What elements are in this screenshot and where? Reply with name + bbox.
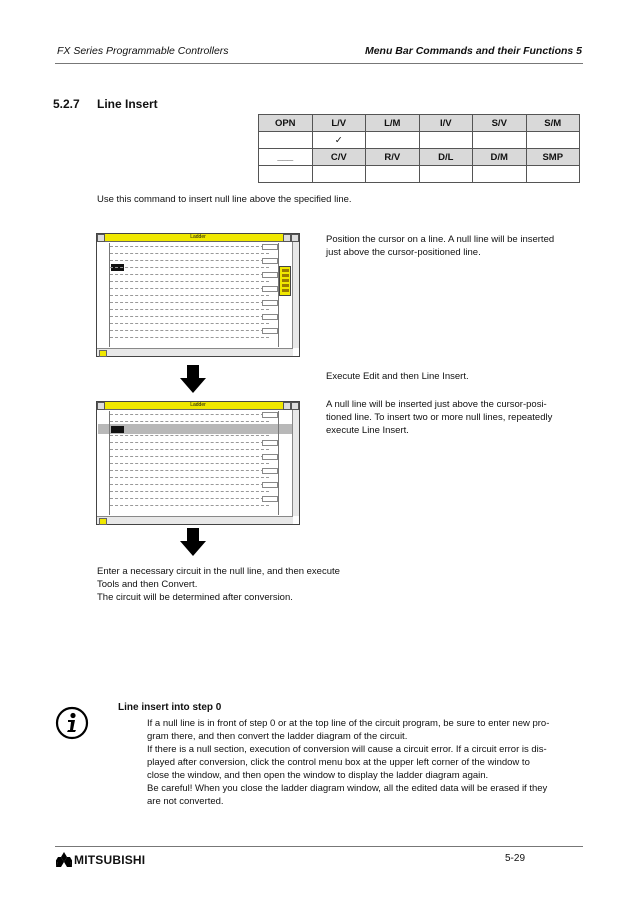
cmd-cell: D/L <box>419 149 473 166</box>
ladder-window-before <box>96 233 300 357</box>
cmd-cell-blank: ___ <box>259 149 313 166</box>
cmd-cell <box>366 166 420 183</box>
ladder-rung <box>110 421 269 422</box>
ladder-rung <box>110 302 269 303</box>
cmd-cell <box>473 166 527 183</box>
cmd-cell <box>419 166 473 183</box>
tool-palette[interactable] <box>279 266 291 296</box>
ladder-rung <box>110 274 269 275</box>
cmd-cell: OPN <box>259 115 313 132</box>
window-title: Ladder <box>190 234 206 240</box>
header-right: Menu Bar Commands and their Functions 5 <box>364 45 582 57</box>
cmd-cell <box>312 166 366 183</box>
window-title: Ladder <box>190 402 206 408</box>
footer-rule <box>55 846 583 847</box>
ladder-rung <box>110 337 269 338</box>
section-title: Line Insert <box>97 97 158 111</box>
ladder-rung <box>110 309 269 310</box>
header-rule <box>55 63 583 64</box>
cmd-cell: SMP <box>526 149 580 166</box>
check-mark-icon: ✓ <box>312 132 366 149</box>
ladder-rung <box>110 330 269 331</box>
mitsubishi-logo-icon <box>56 852 72 867</box>
ladder-rung <box>110 316 269 317</box>
ladder-rung <box>110 498 269 499</box>
cmd-cell: R/V <box>366 149 420 166</box>
coil-box <box>262 412 278 418</box>
intro-text: Use this command to insert null line above the specified line. <box>97 194 352 205</box>
cmd-cell <box>259 166 313 183</box>
step1-line1: Position the cursor on a line. A null line will be inserted <box>326 234 555 245</box>
cursor-block <box>111 426 124 433</box>
command-table-mark-row-2 <box>259 166 580 183</box>
note-line: Be careful! When you close the ladder diagram window, all the edited data will be erased if they <box>147 783 548 794</box>
vertical-scrollbar[interactable] <box>292 242 299 348</box>
brand-name: MITSUBISHI <box>74 853 146 867</box>
step4-line1: Enter a necessary circuit in the null line, and then execute <box>97 566 340 577</box>
null-line-highlight <box>98 424 292 434</box>
ladder-rung <box>110 505 269 506</box>
command-table-header-row-2 <box>259 149 580 166</box>
control-menu-box[interactable] <box>97 234 105 242</box>
coil-box <box>262 440 278 446</box>
coil-box <box>262 468 278 474</box>
maximize-button[interactable] <box>291 402 299 410</box>
coil-box <box>262 482 278 488</box>
ladder-rung <box>110 484 269 485</box>
ladder-rung <box>110 260 269 261</box>
coil-box <box>262 328 278 334</box>
ladder-rung <box>110 414 269 415</box>
cmd-cell: I/V <box>419 115 473 132</box>
cmd-cell: L/M <box>366 115 420 132</box>
cmd-cell <box>526 132 580 149</box>
ladder-rung <box>110 267 269 268</box>
cmd-cell: S/M <box>526 115 580 132</box>
page-number: 5-29 <box>505 853 526 864</box>
step3-line3: execute Line Insert. <box>326 425 409 436</box>
cmd-cell: S/V <box>473 115 527 132</box>
note-line: gram there, and then convert the ladder diagram of the circuit. <box>147 731 408 742</box>
cmd-cell: L/V <box>312 115 366 132</box>
section-number: 5.2.7 <box>53 97 80 111</box>
note-line: If a null line is in front of step 0 or at the top line of the circuit program, be sure to enter new pro- <box>147 718 550 729</box>
command-table-header-row <box>259 115 580 132</box>
coil-box <box>262 314 278 320</box>
horizontal-scrollbar[interactable] <box>97 348 293 356</box>
coil-box <box>262 244 278 250</box>
cmd-cell: C/V <box>312 149 366 166</box>
minimize-button[interactable] <box>283 234 291 242</box>
info-icon <box>55 706 89 740</box>
coil-box <box>262 272 278 278</box>
cmd-cell <box>526 166 580 183</box>
coil-box <box>262 286 278 292</box>
window-title-bar <box>97 402 299 410</box>
ladder-rung <box>110 442 269 443</box>
note-title: Line insert into step 0 <box>118 702 222 713</box>
ladder-rung <box>110 281 269 282</box>
step4-line2: Tools and then Convert. <box>97 579 198 590</box>
command-table-mark-row <box>259 132 580 149</box>
ladder-window-after <box>96 401 300 525</box>
cmd-cell <box>259 132 313 149</box>
ladder-rung <box>110 435 269 436</box>
step3-line1: A null line will be inserted just above the cursor-posi- <box>326 399 547 410</box>
minimize-button[interactable] <box>283 402 291 410</box>
ladder-rung <box>110 477 269 478</box>
down-arrow-icon <box>180 365 206 393</box>
down-arrow-icon <box>180 528 206 556</box>
ladder-rung <box>110 288 269 289</box>
step3-line2: tioned line. To insert two or more null lines, repeatedly <box>326 412 553 423</box>
note-line: close the window, and then open the window to display the ladder diagram again. <box>147 770 489 781</box>
coil-box <box>262 300 278 306</box>
coil-box <box>262 496 278 502</box>
ladder-rung <box>110 295 269 296</box>
cmd-cell: D/M <box>473 149 527 166</box>
cmd-cell <box>473 132 527 149</box>
note-line: played after conversion, click the control menu box at the upper left corner of the window to <box>147 757 530 768</box>
vertical-scrollbar[interactable] <box>292 410 299 516</box>
maximize-button[interactable] <box>291 234 299 242</box>
window-title-bar <box>97 234 299 242</box>
control-menu-box[interactable] <box>97 402 105 410</box>
ladder-rung <box>110 323 269 324</box>
step2-text: Execute Edit and then Line Insert. <box>326 371 469 382</box>
coil-box <box>262 454 278 460</box>
coil-box <box>262 258 278 264</box>
command-table <box>258 114 580 183</box>
ladder-rung <box>110 449 269 450</box>
ladder-rung <box>110 463 269 464</box>
ladder-rung <box>110 456 269 457</box>
ladder-rung <box>110 491 269 492</box>
note-line: are not converted. <box>147 796 224 807</box>
ladder-rung <box>110 253 269 254</box>
cmd-cell <box>419 132 473 149</box>
step1-line2: just above the cursor-positioned line. <box>326 247 481 258</box>
right-power-rail <box>278 411 279 515</box>
header-left: FX Series Programmable Controllers <box>57 45 229 57</box>
ladder-rung <box>110 246 269 247</box>
step4-line3: The circuit will be determined after conversion. <box>97 592 293 603</box>
horizontal-scrollbar[interactable] <box>97 516 293 524</box>
cmd-cell <box>366 132 420 149</box>
note-line: If there is a null section, execution of conversion will cause a circuit error. If a circuit error is dis- <box>147 744 547 755</box>
ladder-rung <box>110 470 269 471</box>
